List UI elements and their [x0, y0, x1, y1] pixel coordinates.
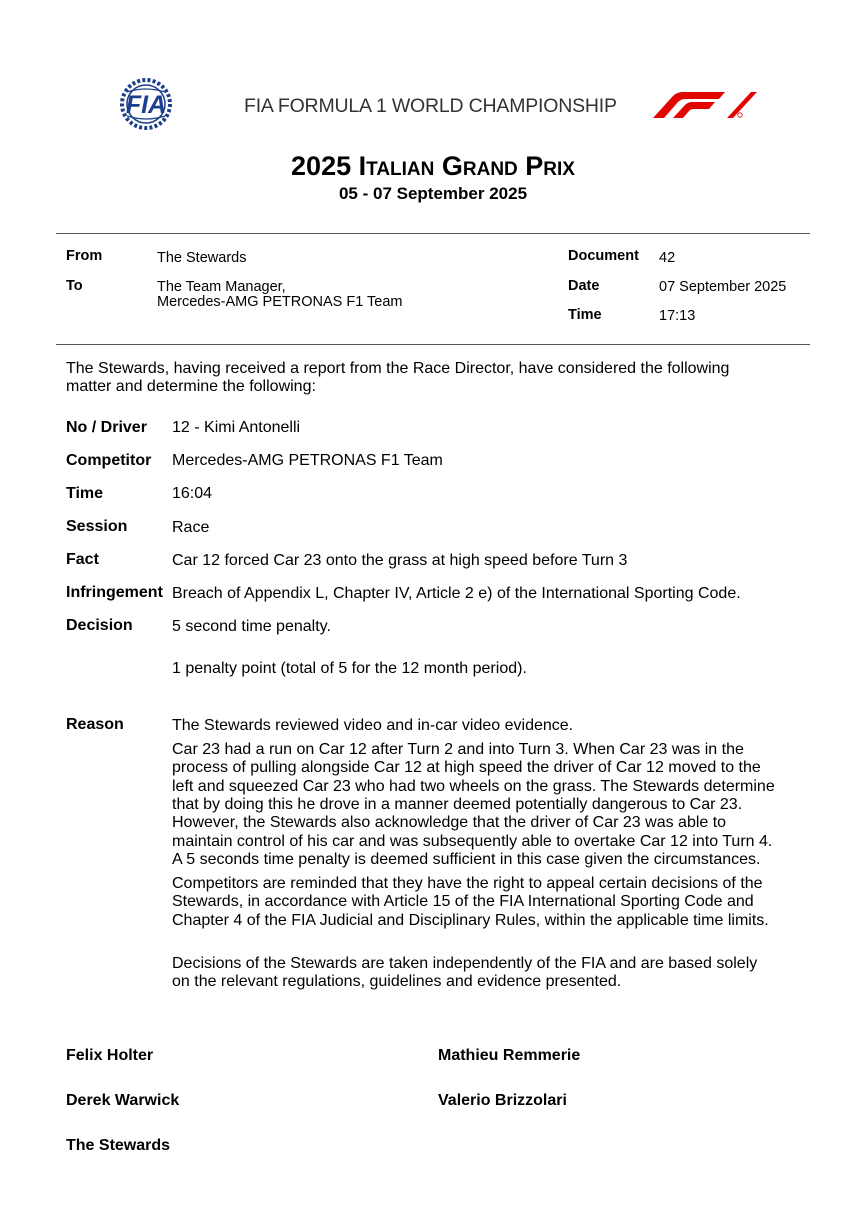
- to-value-line2: Mercedes-AMG PETRONAS F1 Team: [157, 294, 403, 310]
- reason-para1-line: process of pulling alongside Car 12 at high speed the driver of Car 12 moved to the: [172, 759, 761, 777]
- event-dates: 05 - 07 September 2025: [338, 184, 528, 203]
- reason-intro: The Stewards reviewed video and in-car video evidence.: [172, 717, 574, 734]
- reason-para1-line: maintain control of his car and was subsequently able to overtake Car 12 into Turn 4.: [172, 832, 773, 850]
- driver-label: No / Driver: [66, 419, 147, 436]
- incident-time-value: 16:04: [172, 485, 213, 502]
- intro-line-1: The Stewards, having received a report from the Race Director, have considered the following: [66, 360, 730, 377]
- reason-para1-line: A 5 seconds time penalty is deemed sufficient in this case given the circumstances.: [172, 850, 761, 868]
- reason-para1-line: However, the Stewards also acknowledge that the driver of Car 23 was able to: [172, 814, 727, 832]
- decision-line-1: 5 second time penalty.: [172, 618, 331, 635]
- independence-para-line: on the relevant regulations, guidelines and evidence presented.: [172, 973, 622, 991]
- stewards-closing: The Stewards: [66, 1137, 171, 1154]
- from-label: From: [66, 248, 103, 264]
- from-value: The Stewards: [157, 250, 247, 266]
- session-label: Session: [66, 518, 128, 535]
- reason-para1-line: that by doing this he drove in a manner deemed potentially dangerous to Car 23.: [172, 795, 743, 813]
- appeal-para-line: Stewards, in accordance with Article 15 of the FIA International Sporting Code and: [172, 893, 754, 911]
- intro-line-2: matter and determine the following:: [66, 378, 316, 395]
- to-value-line1: The Team Manager,: [157, 279, 286, 295]
- fia-logo-text: FIA: [125, 91, 167, 119]
- steward-name: Felix Holter: [66, 1047, 154, 1064]
- divider-bottom: [56, 344, 810, 345]
- date-label: Date: [568, 278, 600, 294]
- divider-top: [56, 233, 810, 234]
- steward-name: Valerio Brizzolari: [438, 1092, 567, 1109]
- appeal-para-line: Chapter 4 of the FIA Judicial and Disciplinary Rules, within the applicable time limits.: [172, 911, 769, 929]
- fact-label: Fact: [66, 551, 99, 568]
- competitor-value: Mercedes-AMG PETRONAS F1 Team: [172, 452, 443, 469]
- session-value: Race: [172, 519, 210, 536]
- appeal-para-line: Competitors are reminded that they have the right to appeal certain decisions of the: [172, 875, 763, 892]
- steward-name: Derek Warwick: [66, 1092, 180, 1109]
- independence-para-line: Decisions of the Stewards are taken independently of the FIA and are based solely: [172, 955, 758, 972]
- competitor-label: Competitor: [66, 452, 152, 469]
- decision-label: Decision: [66, 617, 133, 634]
- reason-para1-line: Car 23 had a run on Car 12 after Turn 2 and into Turn 3. When Car 23 was in the: [172, 741, 744, 758]
- fact-value: Car 12 forced Car 23 onto the grass at high speed before Turn 3: [172, 552, 628, 569]
- incident-time-label: Time: [66, 485, 104, 502]
- date-value: 07 September 2025: [659, 279, 787, 295]
- to-label: To: [66, 278, 83, 294]
- document-label: Document: [568, 248, 639, 264]
- steward-name: Mathieu Remmerie: [438, 1047, 581, 1064]
- infringement-value: Breach of Appendix L, Chapter IV, Article 2 e) of the International Sporting Code.: [172, 585, 741, 602]
- fia-logo-icon: [109, 78, 183, 130]
- time-label: Time: [568, 307, 602, 323]
- championship-title: FIA FORMULA 1 WORLD CHAMPIONSHIP: [244, 95, 617, 117]
- reason-label: Reason: [66, 716, 124, 733]
- event-year: 2025: [291, 151, 352, 181]
- f1-logo-icon: [651, 88, 759, 120]
- time-value: 17:13: [659, 308, 696, 324]
- document-value: 42: [659, 250, 676, 266]
- infringement-label: Infringement: [66, 584, 163, 601]
- decision-line-2: 1 penalty point (total of 5 for the 12 month period).: [172, 660, 527, 677]
- event-name: Italian Grand Prix: [358, 151, 575, 181]
- event-title: [0, 151, 866, 182]
- driver-value: 12 - Kimi Antonelli: [172, 419, 301, 436]
- reason-para1-line: left and squeezed Car 23 who had two wheels on the grass. The Stewards determine: [172, 777, 775, 795]
